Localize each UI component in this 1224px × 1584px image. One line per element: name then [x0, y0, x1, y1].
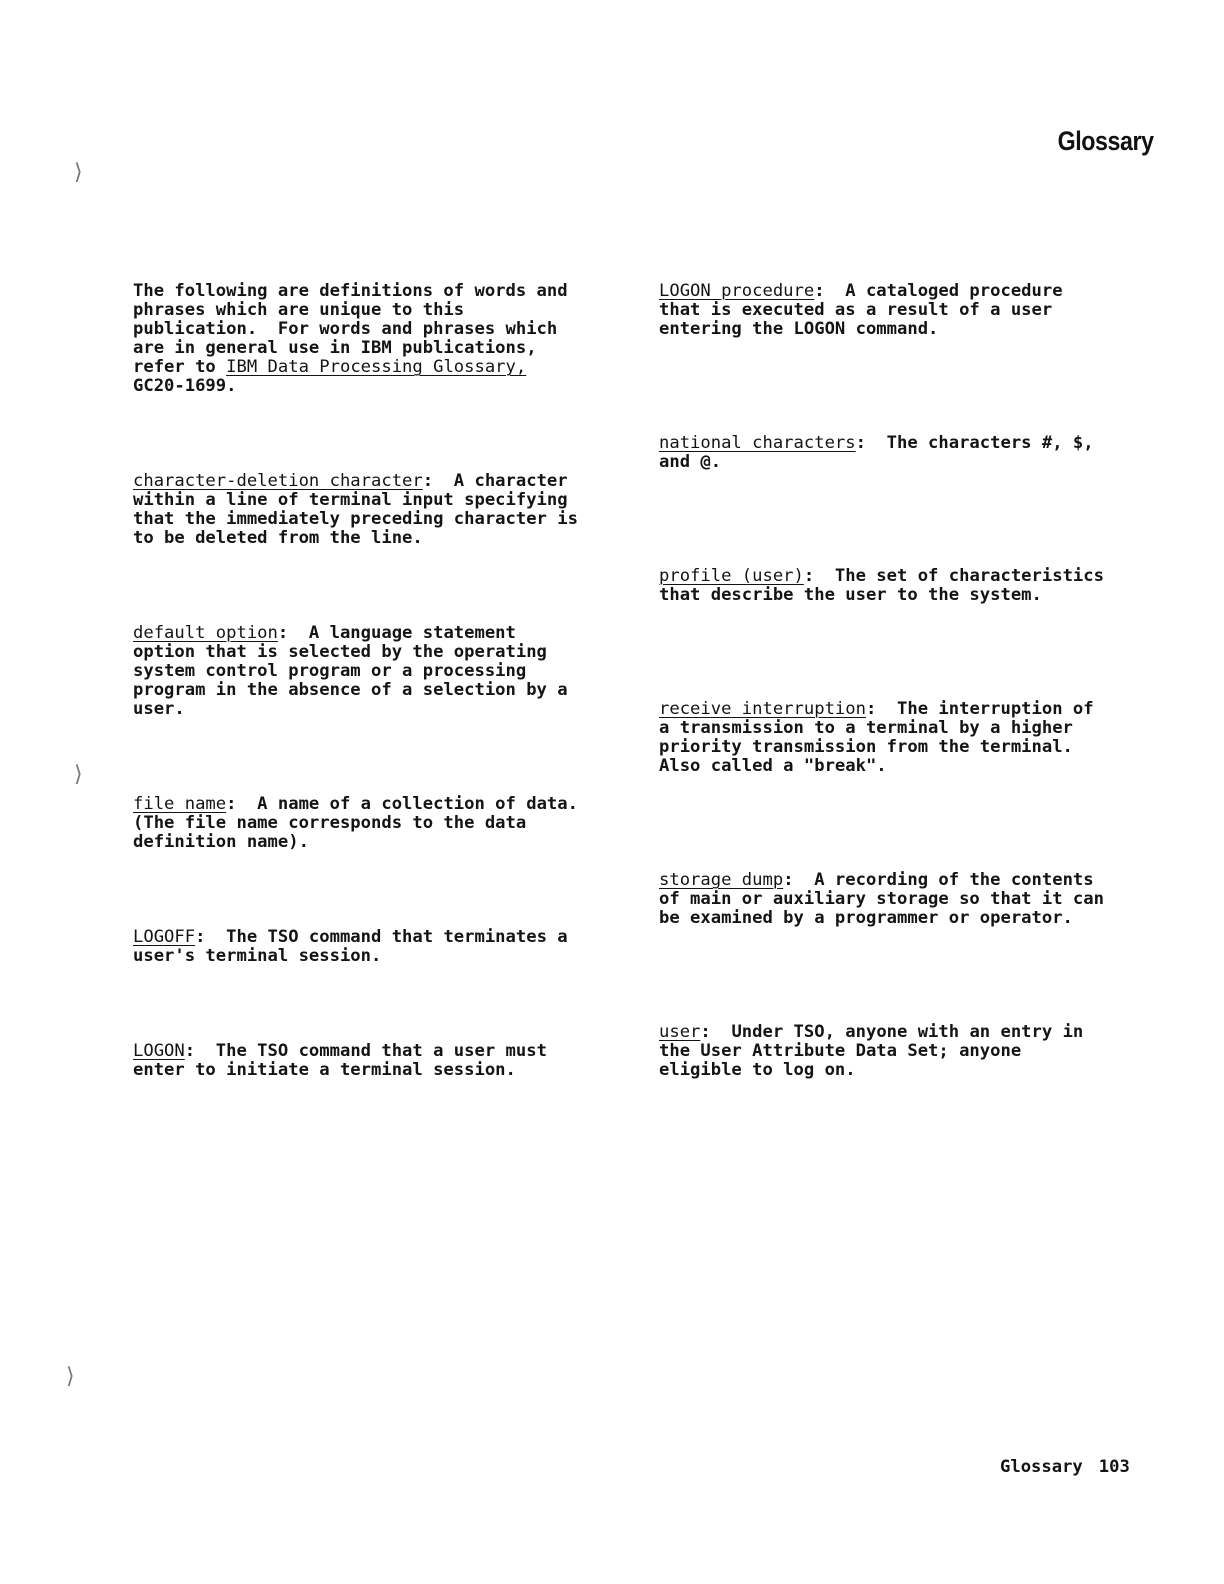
- entry-definition: : The characters #, $, and @.: [659, 433, 1094, 472]
- glossary-entry: [133, 928, 633, 966]
- margin-mark: ⟩: [66, 1364, 75, 1389]
- entry-definition: : The interruption of a transmission to a terminal by a higher priority transmission from the terminal. Also called a "break".: [659, 699, 1094, 776]
- glossary-entry: [659, 282, 1159, 339]
- entry-definition: : A cataloged procedure that is executed as a result of a user entering the LOGON command.: [659, 281, 1063, 339]
- entry-term: profile (user): [659, 566, 804, 586]
- glossary-reference: IBM Data Processing Glossary,: [226, 357, 527, 377]
- page-number: 103: [1098, 1457, 1130, 1477]
- entry-definition: : The TSO command that terminates a user's terminal session.: [133, 927, 568, 966]
- intro-text-after: GC20-1699.: [133, 376, 237, 396]
- glossary-entry: [133, 795, 633, 852]
- glossary-entry: [133, 624, 633, 719]
- entry-term: user: [659, 1022, 701, 1042]
- entry-definition: : A name of a collection of data. (The file name corresponds to the data definition name).: [133, 794, 578, 852]
- entry-term: default option: [133, 623, 278, 643]
- glossary-entry: [133, 472, 633, 548]
- page-heading: Glossary: [1058, 126, 1154, 156]
- entry-definition: : Under TSO, anyone with an entry in the User Attribute Data Set; anyone eligible to log on.: [659, 1022, 1084, 1080]
- entry-definition: : The set of characteristics that describe the user to the system.: [659, 566, 1104, 605]
- entry-term: storage dump: [659, 870, 784, 890]
- entry-term: character-deletion character: [133, 471, 423, 491]
- entry-definition: : A language statement option that is selected by the operating system control program or a processing program in the absence of a selection by a user.: [133, 623, 568, 719]
- right-column: [659, 244, 1159, 1099]
- page-footer: [1000, 1457, 1130, 1477]
- glossary-entry: [659, 567, 1159, 605]
- entry-definition: : A character within a line of terminal input specifying that the immediately preceding character is to be deleted from the line.: [133, 471, 578, 548]
- entry-term: LOGON procedure: [659, 281, 815, 301]
- glossary-entry: [659, 700, 1159, 776]
- footer-label: Glossary: [1000, 1457, 1083, 1477]
- glossary-entry: [659, 434, 1159, 472]
- glossary-entry: [133, 1042, 633, 1080]
- entry-term: receive interruption: [659, 699, 866, 719]
- entry-term: national characters: [659, 433, 856, 453]
- margin-mark: ⟩: [74, 762, 83, 787]
- glossary-entry: [659, 871, 1159, 928]
- entry-term: LOGON: [133, 1041, 185, 1061]
- glossary-entry: [659, 1023, 1159, 1080]
- intro-text-before: The following are definitions of words and phrases which are unique to this publication. For words and phrases which are in general use in IBM publications, refer to: [133, 281, 568, 377]
- entry-term: file name: [133, 794, 227, 814]
- left-column: [133, 244, 633, 1099]
- entry-term: LOGOFF: [133, 927, 196, 947]
- entry-definition: : The TSO command that a user must enter to initiate a terminal session.: [133, 1041, 547, 1080]
- entry-definition: : A recording of the contents of main or auxiliary storage so that it can be examined by a programmer or operator.: [659, 870, 1104, 928]
- margin-mark: ⟩: [74, 160, 83, 185]
- intro-paragraph: [133, 282, 633, 396]
